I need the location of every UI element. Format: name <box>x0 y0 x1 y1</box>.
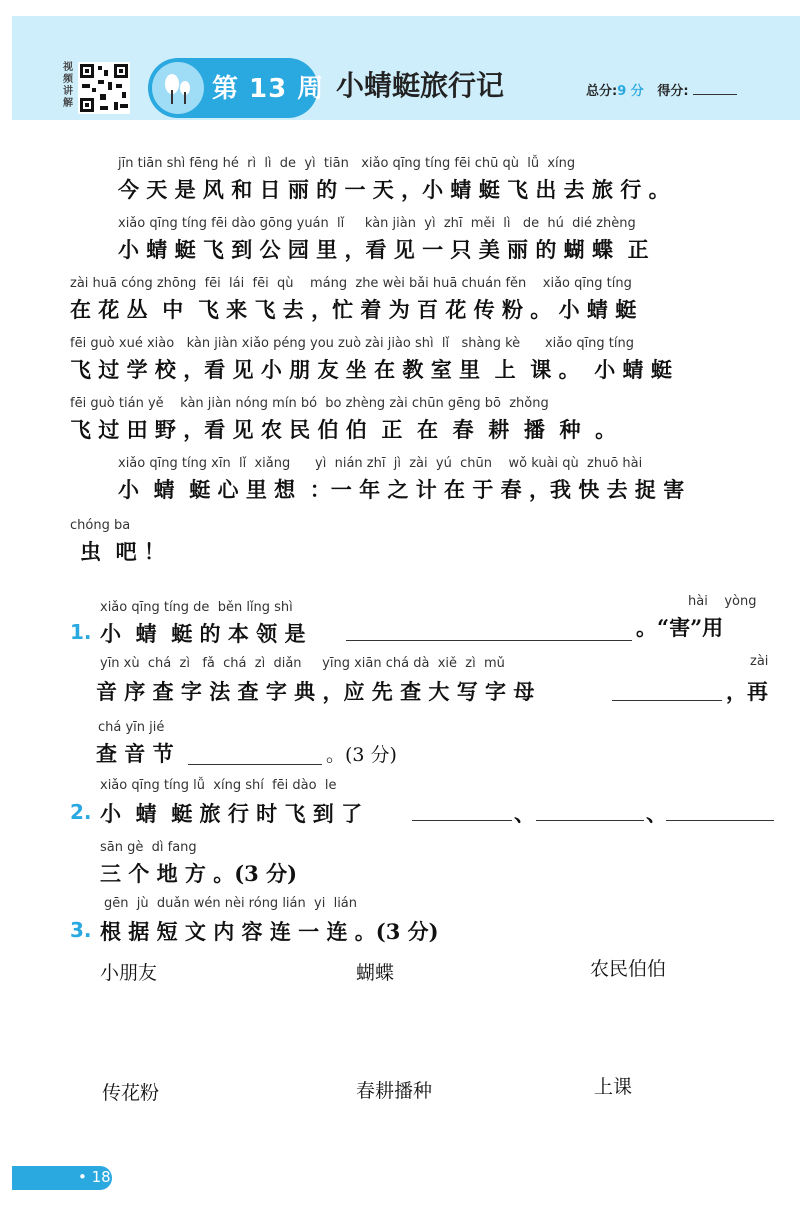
q2-answer-blank-2[interactable] <box>536 820 644 821</box>
q2-separator-1: 、 <box>514 801 535 826</box>
passage-pinyin-7: chóng ba <box>70 518 131 533</box>
passage-pinyin-1: jīn tiān shì fēng hé rì lì de yì tiān xiǎo qīng tíng fēi chū qù lǚ xíng <box>118 156 576 171</box>
passage-line-5: 飞 过 田 野 ，看 见 农 民 伯 伯 正 在 春 耕 播 种 。 <box>70 417 617 442</box>
q1-answer-blank-1[interactable] <box>346 640 632 641</box>
match-bottom-1[interactable]: 传花粉 <box>102 1082 160 1104</box>
q1-pinyin-d: zài <box>750 654 769 669</box>
passage-line-7: 虫 吧 ！ <box>80 539 165 564</box>
passage-line-6: 小 蜻 蜓 心 里 想 ：一 年 之 计 在 于 春 ，我 快 去 捉 害 <box>118 477 685 502</box>
q1-score: 。(3 分) <box>326 744 397 766</box>
q2-separator-2: 、 <box>646 801 667 826</box>
qr-code-icon[interactable] <box>78 62 130 114</box>
match-top-2[interactable]: 蝴蝶 <box>356 962 395 984</box>
q1-pinyin-a: xiǎo qīng tíng de běn lǐng shì <box>100 600 293 615</box>
passage-pinyin-5: fēi guò tián yě kàn jiàn nóng mín bó bo zhèng zài chūn gēng bō zhǒng <box>70 396 549 411</box>
q1-text-b: 。“害”用 <box>636 615 724 640</box>
passage-pinyin-4: fēi guò xué xiào kàn jiàn xiǎo péng you zuò zài jiào shì lǐ shàng kè xiǎo qīng tíng <box>70 336 635 351</box>
q2-number: 2. <box>70 800 92 824</box>
passage-pinyin-6: xiǎo qīng tíng xīn lǐ xiǎng yì nián zhī jì zài yú chūn wǒ kuài qù zhuō hài <box>118 456 643 471</box>
page-title: 小蜻蜓旅行记 <box>336 69 505 102</box>
q3-number: 3. <box>70 918 92 942</box>
passage-pinyin-2: xiǎo qīng tíng fēi dào gōng yuán lǐ kàn jiàn yì zhī měi lì de hú dié zhèng <box>118 216 636 231</box>
qr-label: 视频讲解 <box>63 62 73 109</box>
total-score-label: 总分: <box>586 84 618 99</box>
q1-text-c: 音 序 查 字 法 查 字 典 ，应 先 查 大 写 字 母 <box>96 679 535 704</box>
page-number: • 18 <box>78 1168 111 1186</box>
passage-line-3: 在 花 丛 中 飞 来 飞 去 ，忙 着 为 百 花 传 粉 。 小 蜻 蜓 <box>70 297 637 322</box>
got-score-blank[interactable] <box>693 94 737 95</box>
q1-number: 1. <box>70 620 92 644</box>
q2-answer-blank-3[interactable] <box>666 820 774 821</box>
q1-pinyin-c: yīn xù chá zì fǎ chá zì diǎn yīng xiān chá dà xiě zì mǔ <box>100 656 505 671</box>
passage-line-2: 小 蜻 蜓 飞 到 公 园 里 ，看 见 一 只 美 丽 的 蝴 蝶 正 <box>118 237 649 262</box>
passage-line-4: 飞 过 学 校 ，看 见 小 朋 友 坐 在 教 室 里 上 课 。 小 蜻 蜓 <box>70 357 672 382</box>
score-box <box>586 80 737 99</box>
q1-text-d: ，再 <box>726 679 768 704</box>
q2-pinyin-a: xiǎo qīng tíng lǚ xíng shí fēi dào le <box>100 778 337 793</box>
q2-text-a: 小 蜻 蜓 旅 行 时 飞 到 了 <box>100 801 363 826</box>
match-bottom-3[interactable]: 上课 <box>594 1076 633 1098</box>
tree-icon <box>152 62 204 114</box>
week-label: 第 13 周 <box>212 74 325 104</box>
match-top-1[interactable]: 小朋友 <box>100 962 158 984</box>
q2-pinyin-b: sān gè dì fang <box>100 840 197 855</box>
q1-text-e: 查 音 节 <box>96 741 174 766</box>
q1-answer-blank-2[interactable] <box>612 700 722 701</box>
q3-text-a: 根 据 短 文 内 容 连 一 连 。(3 分) <box>100 919 439 944</box>
q2-answer-blank-1[interactable] <box>412 820 512 821</box>
q1-pinyin-e: chá yīn jié <box>98 720 165 735</box>
q1-text-a: 小 蜻 蜓 的 本 领 是 <box>100 621 306 646</box>
match-bottom-2[interactable]: 春耕播种 <box>356 1080 433 1102</box>
q1-pinyin-b: hài yòng <box>688 594 757 609</box>
passage-pinyin-3: zài huā cóng zhōng fēi lái fēi qù máng zhe wèi bǎi huā chuán fěn xiǎo qīng tíng <box>70 276 632 291</box>
match-top-3[interactable]: 农民伯伯 <box>590 958 667 980</box>
q2-text-b: 三 个 地 方 。(3 分) <box>100 861 298 886</box>
got-score-label: 得分: <box>657 84 689 99</box>
passage-line-1: 今 天 是 风 和 日 丽 的 一 天 ，小 蜻 蜓 飞 出 去 旅 行 。 <box>118 177 670 202</box>
q1-answer-blank-3[interactable] <box>188 764 322 765</box>
q3-pinyin-a: gēn jù duǎn wén nèi róng lián yi lián <box>104 896 358 911</box>
total-score-value: 9 分 <box>617 84 644 99</box>
